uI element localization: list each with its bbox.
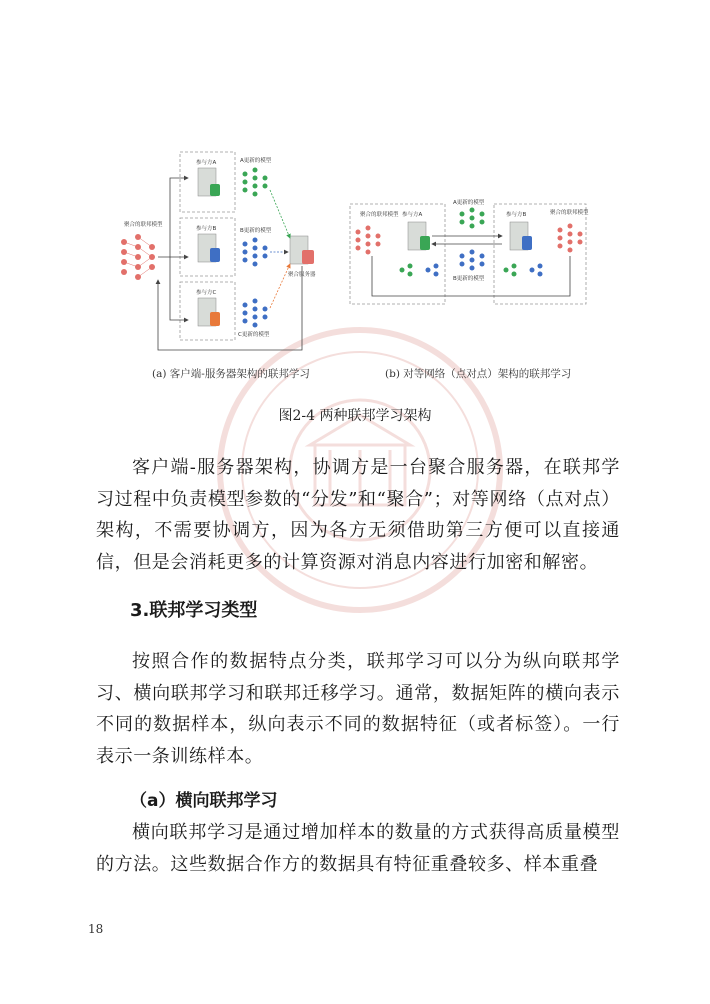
b-aggregate-model-right-label: 聚合的联邦模型: [550, 210, 589, 216]
b-right-aggregate-network-icon: [558, 224, 583, 253]
b-update-b-label: B更新的模型: [453, 276, 485, 282]
figure-caption-a: (a) 客户端-服务器架构的联邦学习: [152, 368, 310, 380]
b-right-local-models-icon: [504, 264, 543, 277]
b-update-b-network-icon: [460, 250, 485, 271]
paragraph-architecture: 客户端-服务器架构，协调方是一台聚合服务器，在联邦学习过程中负责模型参数的“分发”和“聚合”；对等网络（点对点）架构，不需要协调方，因为各方无须借助第三方便可以直接通信，但是会消耗更多的计算资源对消息内容进行加密和解密。: [96, 457, 620, 573]
b-party-b-label: 参与方B: [506, 212, 527, 218]
a-party-c-label: 参与方C: [196, 290, 217, 296]
paragraph-horizontal-fl: 横向联邦学习是通过增加样本的数量的方式获得高质量模型的方法。这些数据合作方的数据具有特征重叠较多、样本重叠: [96, 822, 620, 875]
a-party-b-label: 参与方B: [196, 226, 217, 232]
paragraph-fl-types: 按照合作的数据特点分类，联邦学习可以分为纵向联邦学习、横向联邦学习和联邦迁移学习。通常，数据矩阵的横向表示不同的数据样本，纵向表示不同的数据特征（或者标签）。一行表示一条训练样本。: [96, 651, 620, 767]
b-update-a-network-icon: [460, 208, 485, 229]
diagram-peer-to-peer: [350, 198, 589, 304]
party-a-server-icon: [198, 168, 220, 196]
update-a-network-icon: [243, 168, 268, 197]
section-heading-fl-types: 3.联邦学习类型: [130, 600, 258, 621]
page-number: 18: [88, 922, 104, 936]
figure-caption-b: (b) 对等网络（点对点）架构的联邦学习: [385, 368, 572, 380]
b-party-a-label: 参与方A: [402, 212, 423, 218]
aggregate-model-network-icon: [121, 234, 155, 280]
a-aggregate-model-label: 聚合的联邦模型: [124, 222, 163, 228]
figure-title: 图2-4 两种联邦学习架构: [278, 408, 432, 424]
update-c-network-icon: [243, 299, 268, 328]
b-left-local-models-icon: [400, 264, 439, 277]
b-party-a-server-icon: [408, 222, 430, 250]
a-party-a-label: 参与方A: [196, 160, 217, 166]
b-update-a-label: A更新的模型: [453, 200, 485, 206]
b-aggregate-model-left-label: 聚合的联邦模型: [360, 212, 399, 218]
diagram-client-server: [121, 152, 316, 350]
a-server-label: 聚合服务器: [288, 272, 316, 278]
b-party-b-server-icon: [510, 222, 532, 250]
party-b-server-icon: [198, 234, 220, 262]
b-left-aggregate-network-icon: [356, 226, 381, 255]
federated-architecture-figure: [110, 140, 610, 380]
a-update-c-label: C更新的模型: [238, 332, 270, 338]
party-c-server-icon: [198, 298, 220, 326]
subsection-heading-horizontal-fl: （a）横向联邦学习: [130, 791, 278, 811]
a-update-b-label: B更新的模型: [240, 228, 272, 234]
update-b-network-icon: [243, 238, 268, 267]
a-update-a-label: A更新的模型: [240, 158, 272, 164]
aggregation-server-icon: [290, 236, 314, 264]
